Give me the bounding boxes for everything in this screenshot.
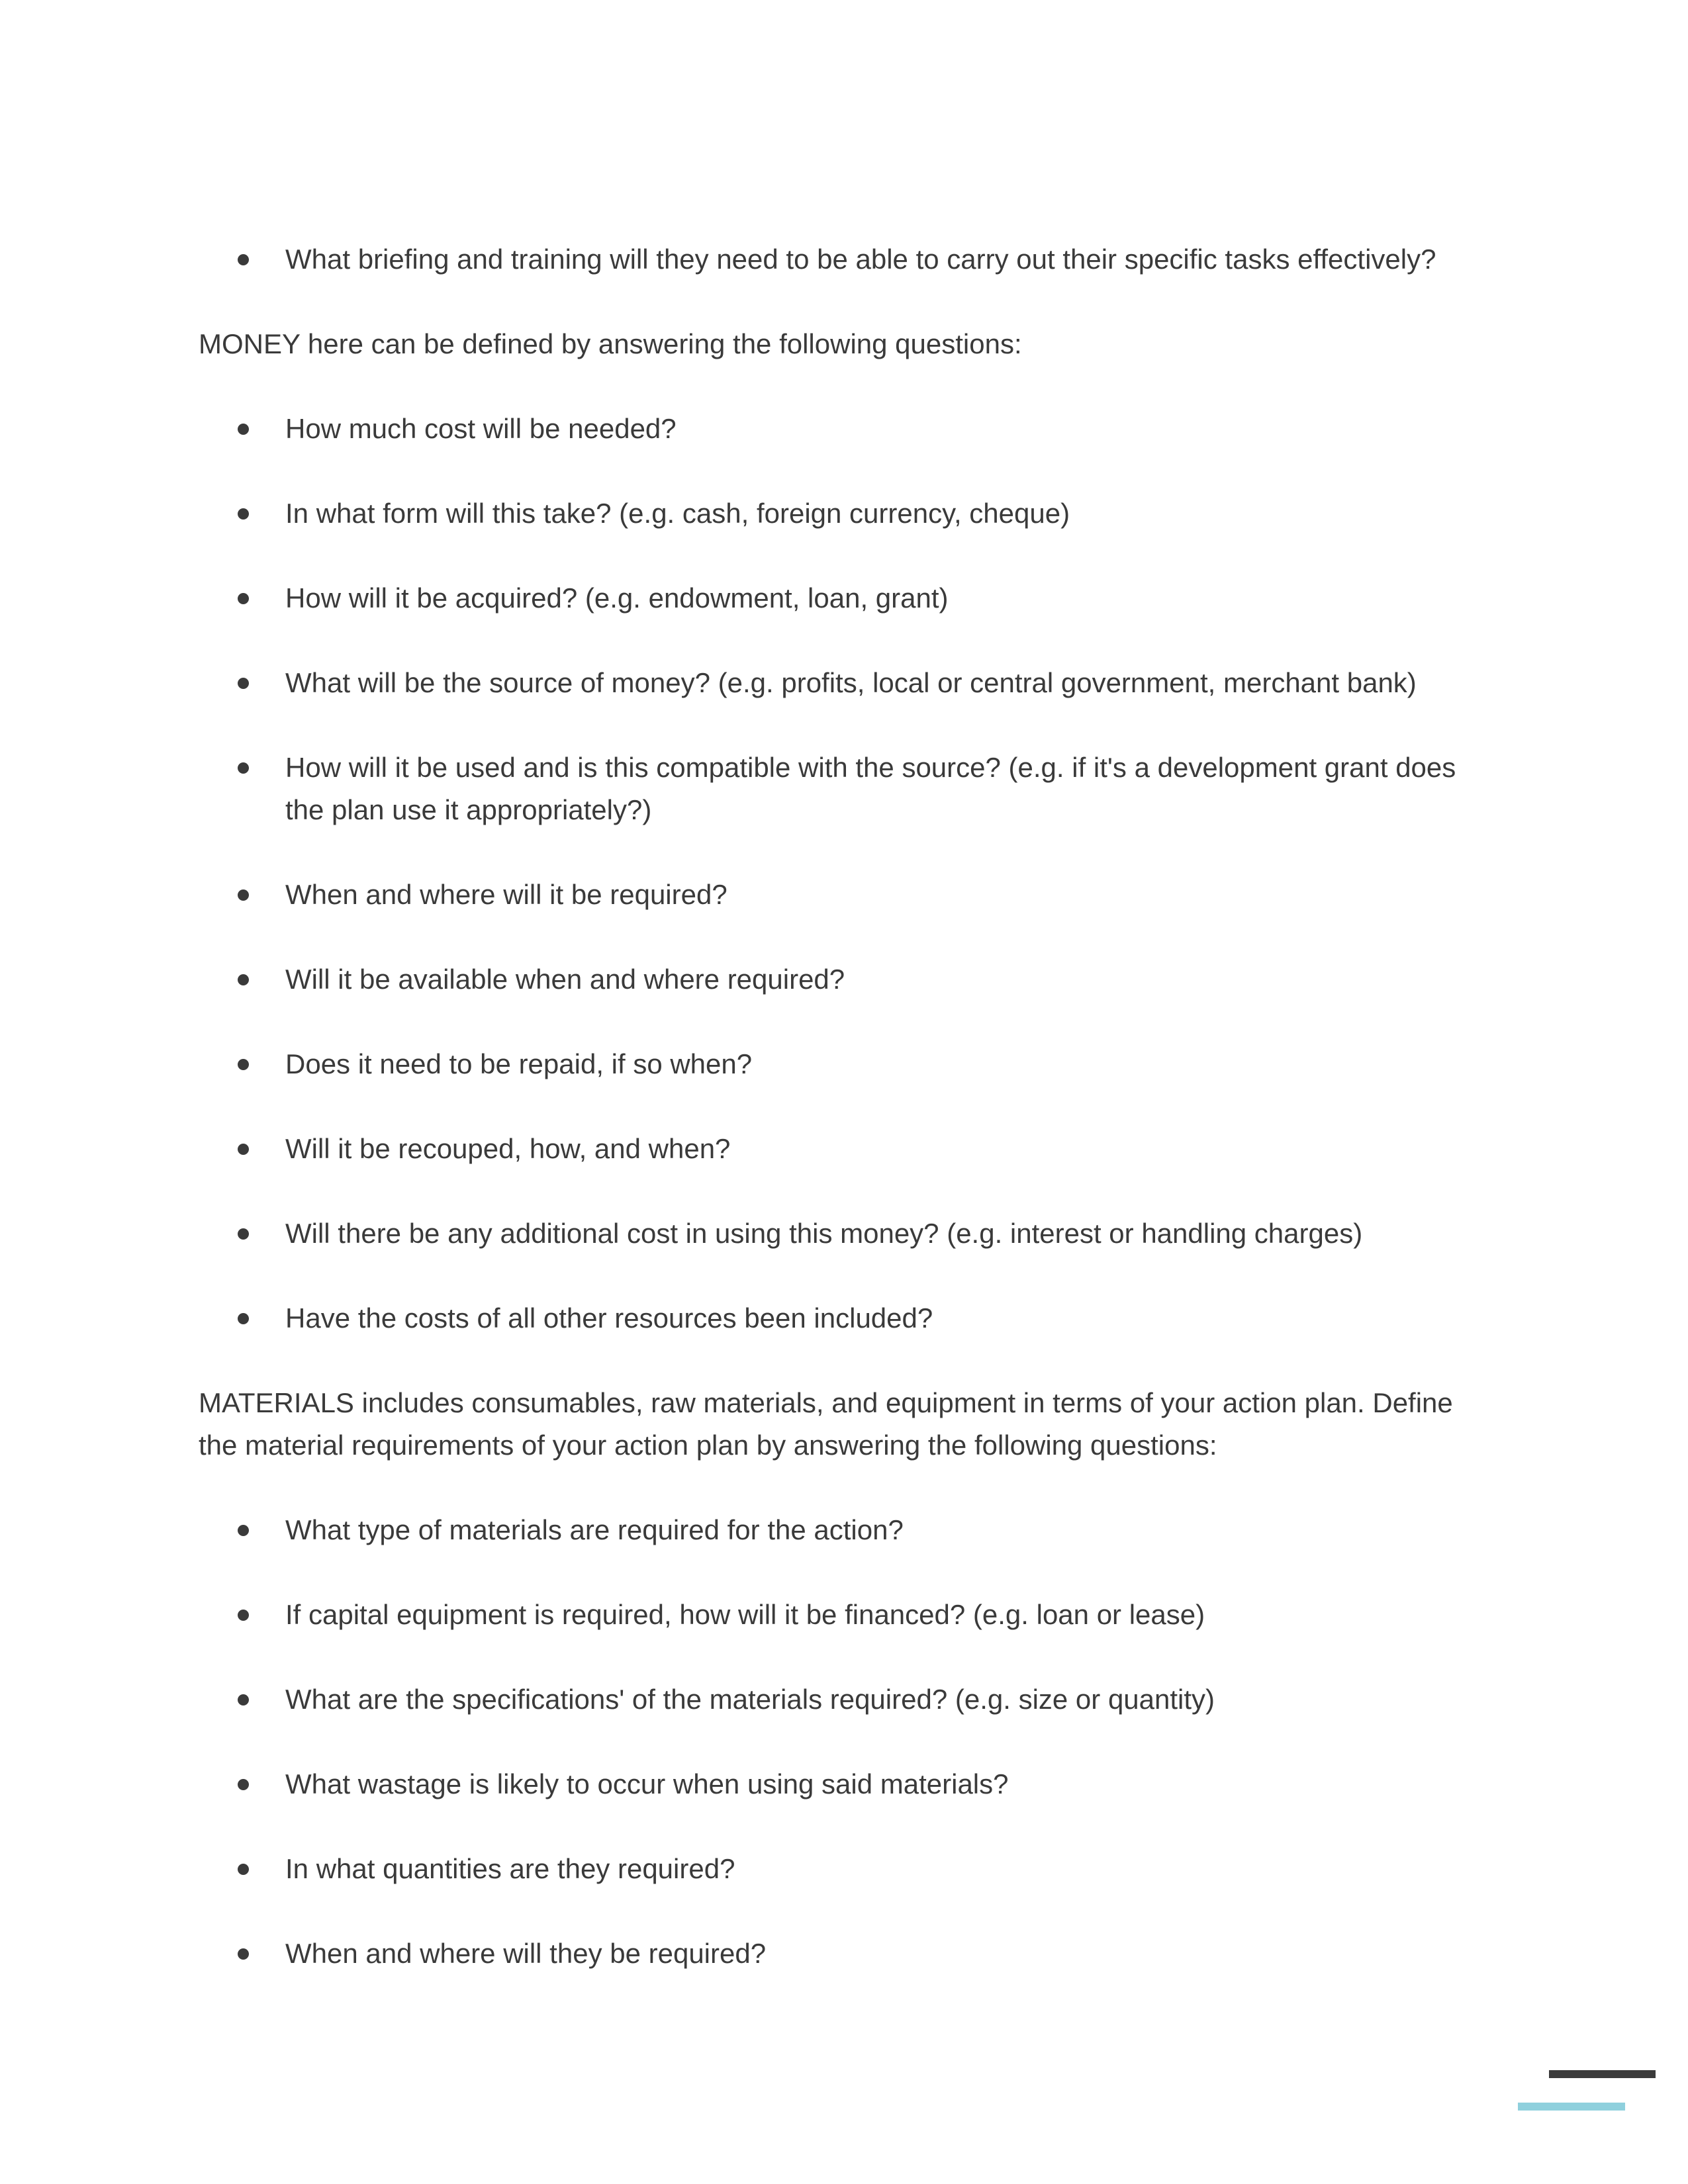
bullet-icon bbox=[238, 889, 249, 901]
list-item bbox=[199, 1594, 1496, 1636]
bullet-icon bbox=[238, 1779, 249, 1790]
bullet-icon bbox=[238, 1948, 249, 1960]
list-item bbox=[199, 408, 1496, 450]
list-item bbox=[199, 747, 1496, 831]
materials-question-list bbox=[199, 1509, 1496, 1975]
bullet-icon bbox=[238, 678, 249, 689]
money-question-list bbox=[199, 408, 1496, 1340]
bullet-icon bbox=[238, 593, 249, 604]
list-item bbox=[199, 662, 1496, 704]
list-item-text: What type of materials are required for the action? bbox=[285, 1514, 904, 1545]
materials-intro: MATERIALS includes consumables, raw materials, and equipment in terms of your action plan. Define the material requirements of your action plan by answering the following questions: bbox=[199, 1387, 1453, 1461]
list-item bbox=[199, 874, 1496, 916]
list-item bbox=[199, 1509, 1496, 1551]
bullet-icon bbox=[238, 1059, 249, 1070]
list-item-text: When and where will they be required? bbox=[285, 1938, 767, 1969]
list-item-text: What will be the source of money? (e.g. profits, local or central government, merchant bank) bbox=[285, 667, 1417, 698]
list-item-text: Will there be any additional cost in using this money? (e.g. interest or handling charges) bbox=[285, 1218, 1363, 1249]
list-item bbox=[199, 1933, 1496, 1975]
list-item bbox=[199, 1128, 1496, 1170]
list-item bbox=[199, 1297, 1496, 1340]
footer-accent-line-dark bbox=[1549, 2070, 1656, 2078]
list-item-text: What briefing and training will they need to be able to carry out their specific tasks effectively? bbox=[285, 244, 1436, 275]
list-item bbox=[199, 492, 1496, 535]
bullet-icon bbox=[238, 1313, 249, 1324]
bullet-icon bbox=[238, 1525, 249, 1536]
list-item-text: How will it be used and is this compatible with the source? (e.g. if it's a development grant does the plan use it appropriately?) bbox=[285, 752, 1456, 825]
bullet-icon bbox=[238, 508, 249, 520]
list-item-text: Will it be recouped, how, and when? bbox=[285, 1133, 731, 1164]
bullet-icon bbox=[238, 1694, 249, 1706]
list-item bbox=[199, 1678, 1496, 1721]
list-item bbox=[199, 1763, 1496, 1805]
bullet-icon bbox=[238, 974, 249, 985]
people-question-list bbox=[199, 238, 1496, 281]
footer-accent-line-blue bbox=[1518, 2103, 1625, 2111]
bullet-icon bbox=[238, 1610, 249, 1621]
list-item bbox=[199, 1848, 1496, 1890]
money-intro: MONEY here can be defined by answering the following questions: bbox=[199, 328, 1022, 359]
list-item-text: In what quantities are they required? bbox=[285, 1853, 735, 1884]
bullet-icon bbox=[238, 1864, 249, 1875]
list-item-text: When and where will it be required? bbox=[285, 879, 727, 910]
list-item bbox=[199, 1212, 1496, 1255]
list-item-text: Have the costs of all other resources been included? bbox=[285, 1302, 933, 1334]
list-item-text: How much cost will be needed? bbox=[285, 413, 677, 444]
document-page bbox=[199, 238, 1496, 2017]
list-item-text: What wastage is likely to occur when using said materials? bbox=[285, 1768, 1009, 1799]
list-item-text: In what form will this take? (e.g. cash, foreign currency, cheque) bbox=[285, 498, 1070, 529]
bullet-icon bbox=[238, 1228, 249, 1240]
list-item bbox=[199, 1043, 1496, 1085]
bullet-icon bbox=[238, 1144, 249, 1155]
list-item-text: If capital equipment is required, how will it be financed? (e.g. loan or lease) bbox=[285, 1599, 1205, 1630]
list-item bbox=[199, 958, 1496, 1001]
bullet-icon bbox=[238, 762, 249, 774]
list-item bbox=[199, 238, 1496, 281]
list-item-text: Will it be available when and where required? bbox=[285, 964, 845, 995]
bullet-icon bbox=[238, 254, 249, 265]
list-item bbox=[199, 577, 1496, 619]
list-item-text: What are the specifications' of the materials required? (e.g. size or quantity) bbox=[285, 1684, 1215, 1715]
list-item-text: How will it be acquired? (e.g. endowment, loan, grant) bbox=[285, 582, 949, 614]
bullet-icon bbox=[238, 424, 249, 435]
list-item-text: Does it need to be repaid, if so when? bbox=[285, 1048, 753, 1079]
